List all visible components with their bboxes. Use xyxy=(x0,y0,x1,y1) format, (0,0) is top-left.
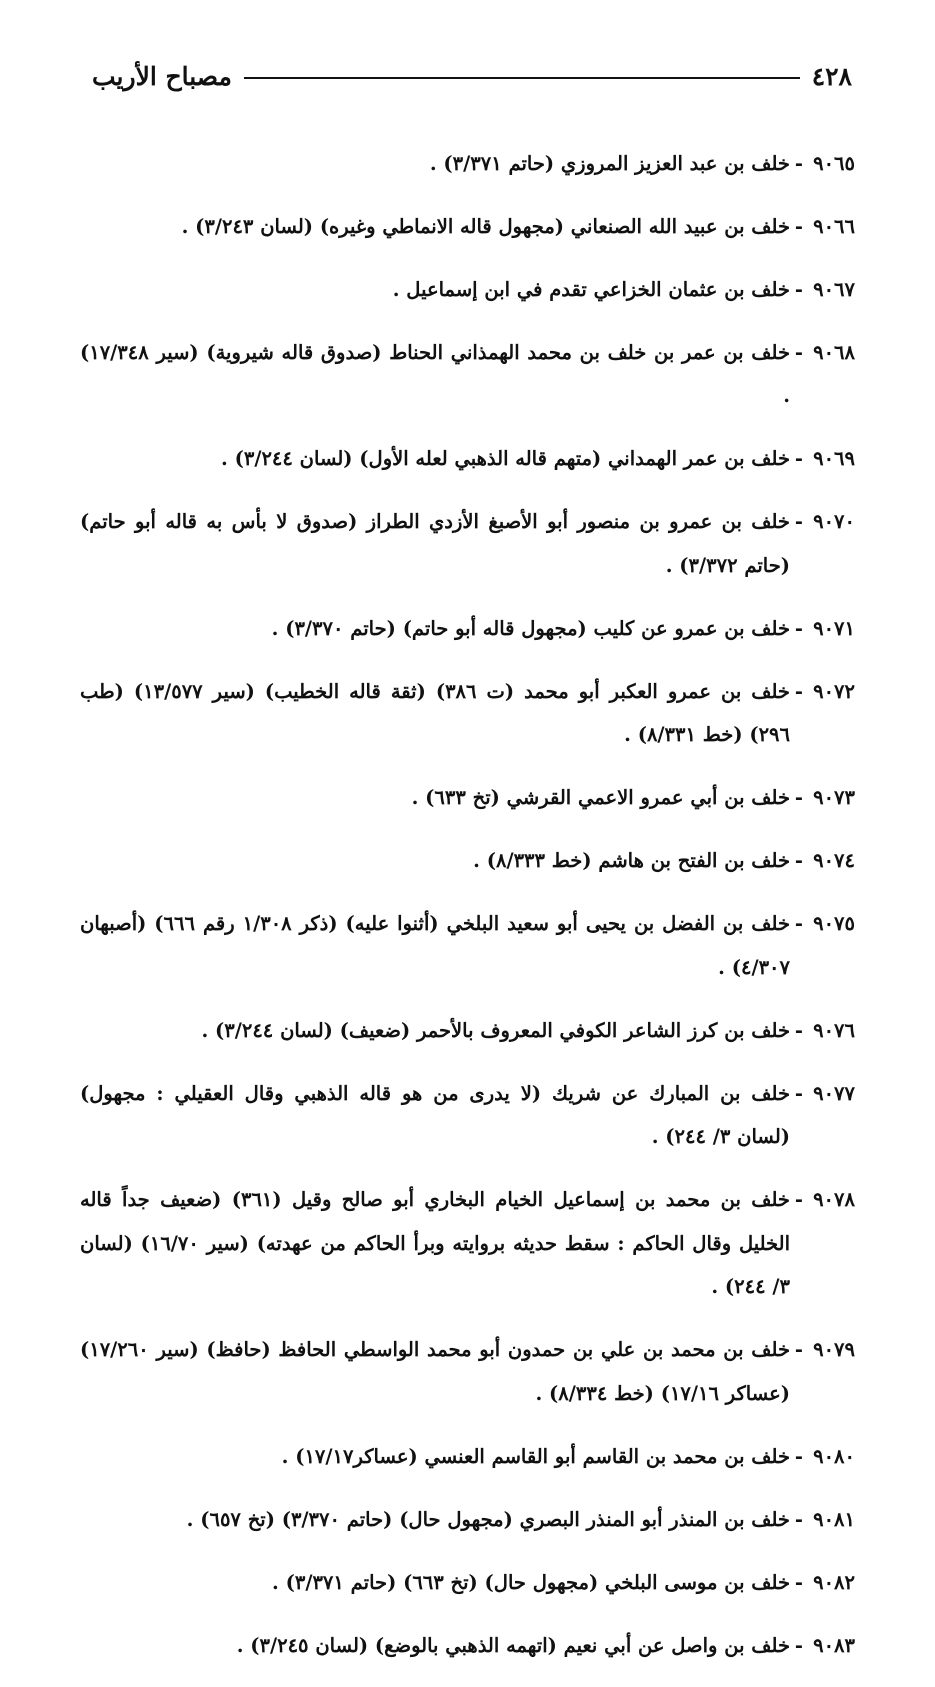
entry xyxy=(80,268,855,312)
entry xyxy=(80,1624,855,1668)
dash: - xyxy=(794,151,803,175)
entry-number: ٩٠٧٦ xyxy=(813,1018,855,1042)
entry-number: ٩٠٧٠ xyxy=(813,510,855,533)
entry xyxy=(80,670,855,757)
entry-text: خلف بن محمد بن إسماعيل الخيام البخاري أبو صالح وقيل (٣٦١) (ضعيف جداً قاله الخليل وقال الحاكم : سقط حديثه بروايته وبرأ الحاكم من عهدته) (سير ١٦/٧٠) (لسان ٣/ ٢٤٤) . xyxy=(80,1188,790,1298)
entry-text: خلف بن الفضل بن يحيى أبو سعيد البلخي (أثنوا عليه) (ذكر ١/٣٠٨ رقم ٦٦٦) (أصبهان ٤/٣٠٧) . xyxy=(80,912,790,979)
dash: - xyxy=(794,1507,803,1531)
entry-text: خلف بن محمد بن علي بن حمدون أبو محمد الواسطي الحافظ (حافظ) (سير ١٧/٢٦٠) (عساكر ١٧/١٦) (خط ٨/٣٣٤) . xyxy=(80,1338,790,1405)
entry xyxy=(80,142,855,186)
entry-text: خلف بن عمر بن خلف بن محمد الهمذاني الحناط (صدوق قاله شيروية) (سير ١٧/٣٤٨) . xyxy=(80,340,790,407)
entry-text: خلف بن المبارك عن شريك (لا يدرى من هو قاله الذهبي وقال العقيلي : مجهول) (لسان ٣/ ٢٤٤) . xyxy=(80,1081,790,1148)
entry xyxy=(80,205,855,249)
dash: - xyxy=(794,1633,803,1657)
entry-list xyxy=(80,122,855,1687)
dash: - xyxy=(794,510,803,533)
entry xyxy=(80,776,855,820)
entry xyxy=(80,1009,855,1053)
dash: - xyxy=(794,1338,803,1361)
entry-number: ٩٠٦٨ xyxy=(813,340,855,364)
dash: - xyxy=(794,1081,803,1105)
entry-text: خلف بن واصل عن أبي نعيم (اتهمه الذهبي بالوضع) (لسان ٣/٢٤٥) . xyxy=(236,1633,790,1657)
page-header xyxy=(92,58,852,94)
dash: - xyxy=(794,277,803,301)
entry-text: خلف بن عثمان الخزاعي تقدم في ابن إسماعيل . xyxy=(392,277,790,301)
entry-text: خلف بن محمد بن القاسم أبو القاسم العنسي (عساكر١٧/١٧) . xyxy=(281,1444,790,1468)
entry-number: ٩٠٦٥ xyxy=(813,151,855,175)
entry-number: ٩٠٦٦ xyxy=(813,214,855,238)
entry-number: ٩٠٦٧ xyxy=(813,277,855,301)
entry-number: ٩٠٦٩ xyxy=(813,447,855,470)
entry xyxy=(80,1561,855,1605)
entry-number: ٩٠٧٥ xyxy=(813,912,855,935)
entry-number: ٩٠٨٣ xyxy=(813,1633,855,1657)
dash: - xyxy=(794,679,803,703)
dash: - xyxy=(794,1444,803,1468)
dash: - xyxy=(794,849,803,872)
entry-text: خلف بن عمرو العكبر أبو محمد (ت ٣٨٦) (ثقة قاله الخطيب) (سير ١٣/٥٧٧) (طب ٢٩٦) (خط ٨/٣٣١) . xyxy=(80,679,790,746)
entry xyxy=(80,331,855,418)
entry-number: ٩٠٨٠ xyxy=(813,1444,855,1468)
entry-text: خلف بن عبد العزيز المروزي (حاتم ٣/٣٧١) . xyxy=(429,151,790,175)
entry xyxy=(80,839,855,883)
entry xyxy=(80,1435,855,1479)
book-title: مصباح الأريب xyxy=(92,61,232,91)
entry-text: خلف بن عمر الهمداني (متهم قاله الذهبي لعله الأول) (لسان ٣/٢٤٤) . xyxy=(221,447,790,470)
entry-number: ٩٠٧٣ xyxy=(813,786,855,809)
entry-text: خلف بن كرز الشاعر الكوفي المعروف بالأحمر (ضعيف) (لسان ٣/٢٤٤) . xyxy=(201,1018,790,1042)
entry xyxy=(80,607,855,651)
entry-number: ٩٠٧٨ xyxy=(813,1188,855,1211)
entry-text: خلف بن موسى البلخي (مجهول حال) (تخ ٦٦٣) (حاتم ٣/٣٧١) . xyxy=(272,1570,790,1594)
entry-number: ٩٠٧٩ xyxy=(813,1338,855,1361)
entry xyxy=(80,1498,855,1542)
entry-number: ٩٠٧٤ xyxy=(813,849,855,872)
dash: - xyxy=(794,214,803,238)
dash: - xyxy=(794,340,803,364)
dash: - xyxy=(794,1018,803,1042)
entry xyxy=(80,1178,855,1309)
entry-number: ٩٠٧١ xyxy=(813,616,855,640)
header-rule xyxy=(244,77,800,79)
entry xyxy=(80,1328,855,1415)
entry-text: خلف بن أبي عمرو الاعمي القرشي (تخ ٦٣٣) . xyxy=(411,786,790,809)
entry xyxy=(80,500,855,587)
dash: - xyxy=(794,1188,803,1211)
entry xyxy=(80,437,855,481)
entry-text: خلف بن عمرو بن منصور أبو الأصبغ الأزدي الطراز (صدوق لا بأس به قاله أبو حاتم) (حاتم ٣/٣٧٢) . xyxy=(80,510,790,577)
entry-number: ٩٠٨١ xyxy=(813,1507,855,1531)
entry-text: خلف بن عمرو عن كليب (مجهول قاله أبو حاتم) (حاتم ٣/٣٧٠) . xyxy=(271,616,790,640)
dash: - xyxy=(794,912,803,935)
entry-number: ٩٠٧٧ xyxy=(813,1081,855,1105)
entry-number: ٩٠٧٢ xyxy=(813,679,855,703)
page-number: ٤٢٨ xyxy=(811,61,852,91)
dash: - xyxy=(794,786,803,809)
entry-number: ٩٠٨٢ xyxy=(813,1570,855,1594)
entry xyxy=(80,902,855,989)
dash: - xyxy=(794,616,803,640)
dash: - xyxy=(794,1570,803,1594)
entry-text: خلف بن الفتح بن هاشم (خط ٨/٣٣٣) . xyxy=(473,849,790,872)
entry-text: خلف بن عبيد الله الصنعاني (مجهول قاله الانماطي وغيره) (لسان ٣/٢٤٣) . xyxy=(181,214,790,238)
entry-text: خلف بن المنذر أبو المنذر البصري (مجهول حال) (حاتم ٣/٣٧٠) (تخ ٦٥٧) . xyxy=(186,1507,790,1531)
entry xyxy=(80,1072,855,1159)
dash: - xyxy=(794,447,803,470)
